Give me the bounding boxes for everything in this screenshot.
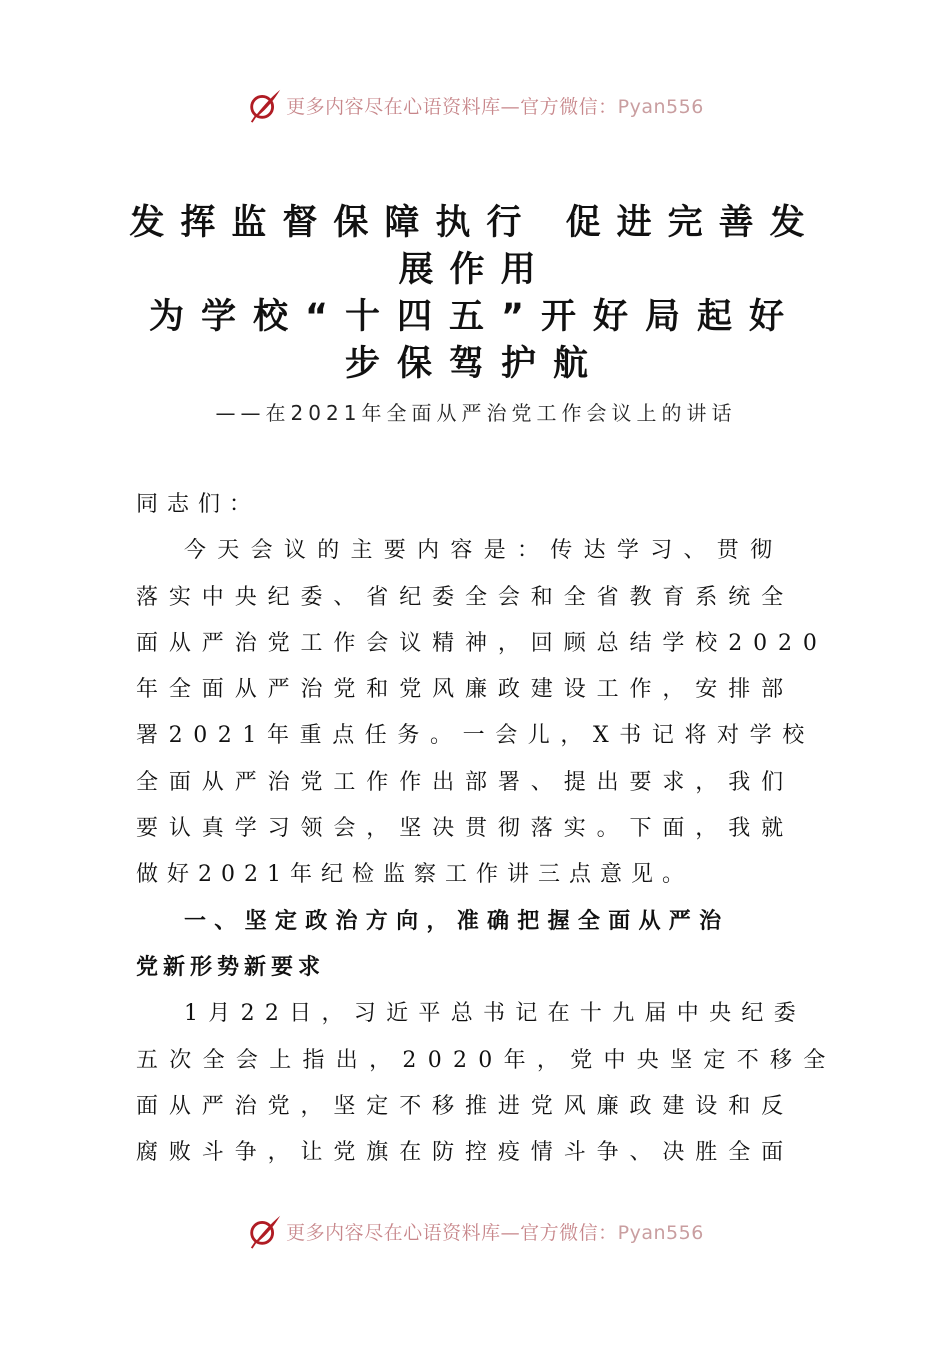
title-line: 为学校“十四五”开好局起好 bbox=[148, 297, 801, 337]
title-line: 步保驾护航 bbox=[344, 344, 605, 384]
body-line: 五次全会上指出，2020年，党中央坚定不移全 bbox=[136, 1047, 837, 1073]
document-title bbox=[120, 200, 830, 388]
watermark-text: 更多内容尽在心语资料库—官方微信：Pyan556 bbox=[286, 95, 704, 118]
watermark-text: 更多内容尽在心语资料库—官方微信：Pyan556 bbox=[286, 1221, 704, 1244]
salutation: 同志们： bbox=[136, 492, 261, 517]
document-body bbox=[136, 482, 837, 1176]
section-heading: 党新形势新要求 bbox=[136, 954, 326, 980]
quill-logo-icon bbox=[246, 86, 284, 124]
body-line: 全面从严治党工作作出部署、提出要求，我们 bbox=[136, 769, 795, 795]
body-line: 落实中央纪委、省纪委全会和全省教育系统全 bbox=[136, 584, 795, 610]
watermark-banner-top bbox=[0, 83, 950, 127]
body-line: 面从严治党，坚定不移推进党风廉政建设和反 bbox=[136, 1093, 795, 1119]
watermark-banner-bottom bbox=[0, 1209, 950, 1253]
title-line: 展作用 bbox=[398, 250, 552, 290]
title-line: 发挥监督保障执行 促进完善发 bbox=[129, 203, 821, 243]
body-line: 署2021年重点任务。一会儿，X书记将对学校 bbox=[136, 723, 815, 749]
body-line: 要认真学习领会，坚决贯彻落实。下面，我就 bbox=[136, 816, 795, 842]
body-line: 1月22日，习近平总书记在十九届中央纪委 bbox=[184, 1001, 806, 1027]
body-line: 面从严治党工作会议精神，回顾总结学校2020 bbox=[136, 630, 828, 656]
section-heading: 一、坚定政治方向，准确把握全面从严治 bbox=[184, 908, 730, 934]
body-line: 年全面从严治党和党风廉政建设工作，安排部 bbox=[136, 677, 795, 703]
body-line: 今天会议的主要内容是：传达学习、贯彻 bbox=[184, 538, 784, 564]
body-line: 腐败斗争，让党旗在防控疫情斗争、决胜全面 bbox=[136, 1140, 795, 1166]
body-line: 做好2021年纪检监察工作讲三点意见。 bbox=[136, 862, 693, 888]
quill-logo-icon bbox=[246, 1212, 284, 1250]
document-subtitle: ——在2021年全面从严治党工作会议上的讲话 bbox=[215, 401, 737, 425]
